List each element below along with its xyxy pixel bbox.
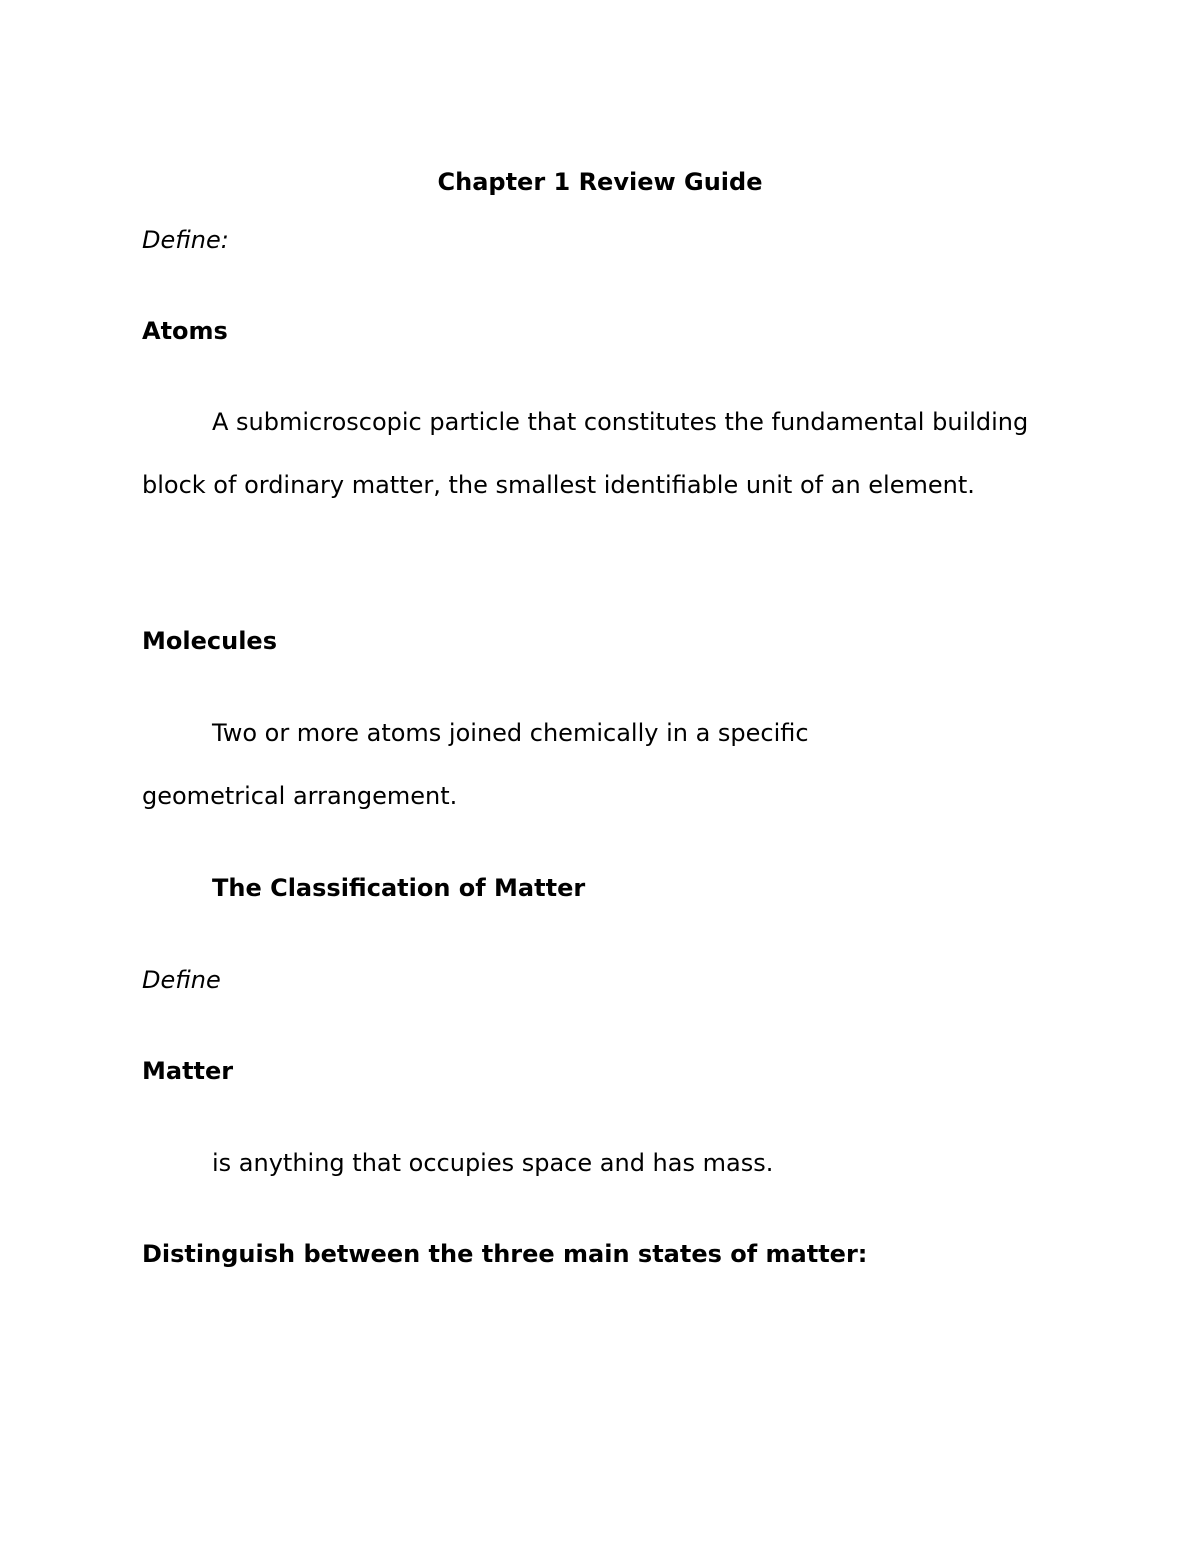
matter-heading: Matter <box>142 1057 234 1085</box>
atoms-heading: Atoms <box>142 317 228 345</box>
distinguish-heading: Distinguish between the three main states of matter: <box>142 1240 868 1268</box>
matter-definition: is anything that occupies space and has mass. <box>212 1149 774 1177</box>
classification-heading: The Classification of Matter <box>212 874 586 902</box>
define-label-2: Define <box>142 966 221 994</box>
molecules-definition: Two or more atoms joined chemically in a specific geometrical arrangement. <box>142 719 809 810</box>
atoms-definition: A submicroscopic particle that constitutes the fundamental building block of ordinary matter, the smallest identifiable unit of an element. <box>142 408 1029 499</box>
define-label: Define: <box>142 226 229 254</box>
page-title: Chapter 1 Review Guide <box>437 168 763 196</box>
molecules-heading: Molecules <box>142 627 277 655</box>
